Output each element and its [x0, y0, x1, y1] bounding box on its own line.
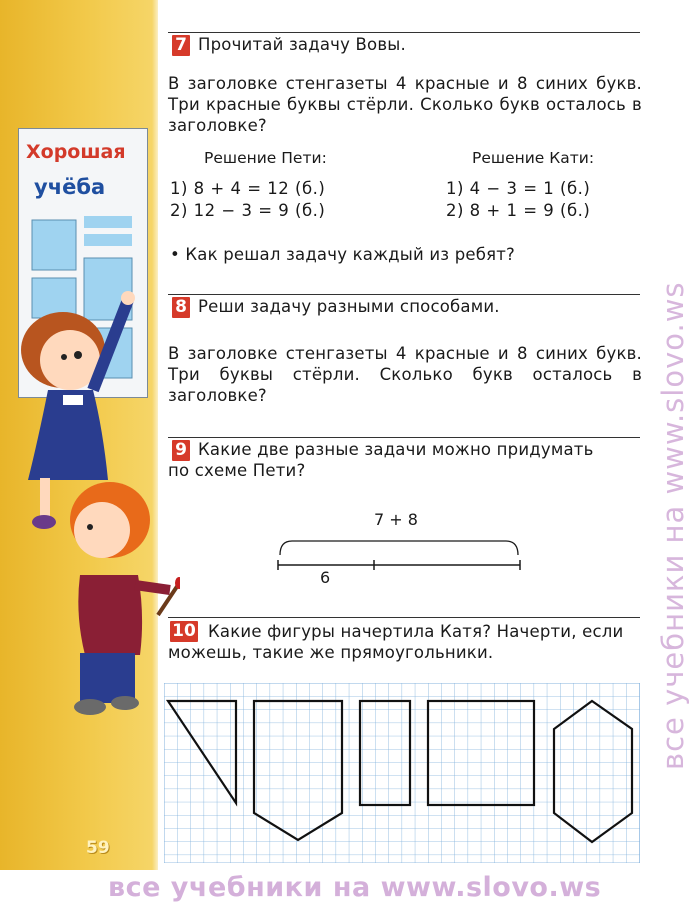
petya-solution-label: Решение Пети:: [204, 149, 327, 167]
katya-line-2: 2) 8 + 1 = 9 (б.): [446, 201, 591, 220]
segment-scheme: [270, 505, 530, 590]
task10-title-line2: можешь, такие же прямоугольники.: [168, 643, 494, 662]
poster-title-line1: Хорошая: [26, 141, 126, 163]
bottom-watermark: все учебники на www.slovo.ws: [108, 872, 602, 903]
graph-paper-figures: [164, 683, 640, 863]
katya-solution-label: Решение Кати:: [472, 149, 595, 167]
task9-rule: [168, 437, 640, 438]
task8-title: Реши задачу разными способами.: [198, 297, 500, 316]
task7-rule: [168, 32, 640, 33]
task10-number-badge: 10: [170, 621, 198, 642]
task8-number-badge: 8: [172, 297, 190, 318]
task9-title-line1: Какие две разные задачи можно придумать: [198, 440, 594, 459]
scheme-top-label: 7 + 8: [374, 510, 418, 529]
petya-line-1: 1) 8 + 4 = 12 (б.): [170, 179, 326, 198]
task7-text: В заголовке стенгазеты 4 красные и 8 синих букв. Три красные буквы стёрли. Сколько букв осталось в заголовке?: [168, 74, 642, 135]
task9-number-badge: 9: [172, 440, 190, 461]
page-number: 59: [86, 838, 110, 858]
katya-line-1: 1) 4 − 3 = 1 (б.): [446, 179, 591, 198]
task9-title-line2: по схеме Пети?: [168, 461, 306, 480]
poster-title-line2: учёба: [34, 175, 106, 199]
task10-title-line1: Какие фигуры начертила Катя? Начерти, если: [208, 622, 624, 641]
task7-number-badge: 7: [172, 35, 190, 56]
scheme-bottom-label: 6: [320, 568, 331, 587]
boy-figure: [60, 475, 180, 720]
petya-line-2: 2) 12 − 3 = 9 (б.): [170, 201, 326, 220]
side-watermark: все учебники на www.slovo.ws: [656, 281, 690, 770]
task10-rule: [168, 617, 640, 618]
task8-rule: [168, 294, 640, 295]
task7-question: • Как решал задачу каждый из ребят?: [170, 245, 515, 264]
task8-text: В заголовке стенгазеты 4 красные и 8 синих букв. Три буквы стёрли. Сколько букв осталось в заголовке?: [168, 344, 642, 405]
task7-title: Прочитай задачу Вовы.: [198, 35, 406, 54]
